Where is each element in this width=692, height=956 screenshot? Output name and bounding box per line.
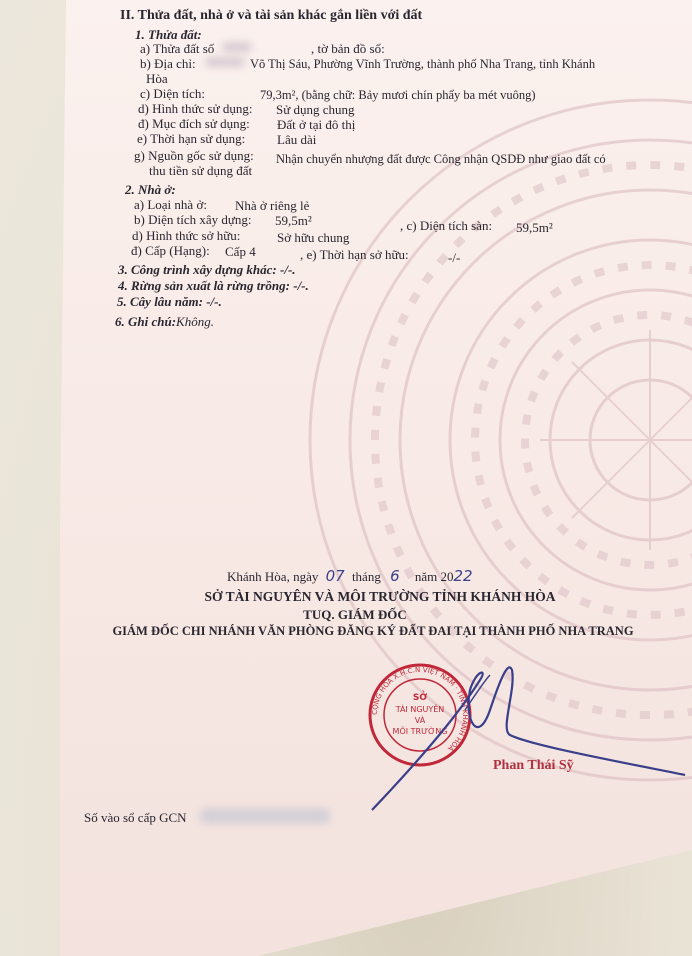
perennial-trees: 5. Cây lâu năm: -/-. bbox=[117, 294, 222, 309]
tuq-line: TUQ. GIÁM ĐỐC bbox=[303, 607, 407, 622]
land-term-label: e) Thời hạn sử dụng: bbox=[137, 131, 246, 146]
land-heading: 1. Thửa đất: bbox=[135, 27, 202, 42]
redacted-parcel-number bbox=[222, 42, 252, 52]
notes-value: Không. bbox=[176, 314, 214, 329]
house-grade-label: đ) Cấp (Hạng): bbox=[131, 243, 210, 258]
house-floor-area-label: , c) Diện tích sàn: bbox=[400, 218, 493, 233]
planted-forest: 4. Rừng sản xuất là rừng trồng: -/-. bbox=[118, 278, 309, 293]
seal-ring-text: CỘNG HÒA X.H.C.N VIỆT NAM · TỈNH KHÁNH HÒA bbox=[370, 665, 470, 753]
land-purpose-label: đ) Mục đích sử dụng: bbox=[138, 116, 250, 131]
house-type-value: Nhà ở riêng lẻ bbox=[235, 198, 310, 213]
seal-line-3: VÀ bbox=[414, 716, 426, 725]
date-year-suffix: 22 bbox=[453, 567, 473, 585]
date-month: 6 bbox=[390, 567, 400, 585]
land-use-form-value: Sử dụng chung bbox=[276, 102, 355, 117]
land-address-label: b) Địa chỉ: bbox=[140, 56, 196, 71]
house-build-area-value: 59,5m² bbox=[275, 213, 312, 228]
land-origin-value: Nhận chuyển nhượng đất được Công nhận QSDĐ như giao đất có bbox=[276, 152, 606, 166]
land-parcel-label: a) Thửa đất số bbox=[140, 41, 215, 56]
date-month-label: tháng bbox=[351, 569, 381, 584]
date-line bbox=[227, 569, 473, 584]
house-ownership-term-value: -/- bbox=[448, 250, 461, 265]
date-year-label: năm 20 bbox=[414, 569, 454, 584]
seal-line-1: SỞ bbox=[412, 693, 428, 703]
land-origin-cont: thu tiền sử dụng đất bbox=[149, 163, 253, 178]
land-area-label: c) Diện tích: bbox=[140, 86, 205, 101]
registry-label: Số vào sổ cấp GCN bbox=[84, 810, 187, 825]
director-title: GIÁM ĐỐC CHI NHÁNH VĂN PHÒNG ĐĂNG KÝ ĐẤT ĐAI TẠI THÀNH PHỐ NHA TRANG bbox=[112, 624, 634, 638]
notes-row bbox=[115, 314, 214, 329]
house-ownership-term-label: , e) Thời hạn sở hữu: bbox=[300, 247, 409, 262]
section-title: II. Thửa đất, nhà ở và tài sản khác gắn liền với đất bbox=[120, 8, 423, 23]
house-heading: 2. Nhà ở: bbox=[125, 182, 176, 197]
land-address-value: Võ Thị Sáu, Phường Vĩnh Trường, thành phố Nha Trang, tỉnh Khánh bbox=[250, 57, 596, 71]
land-purpose-value: Đất ở tại đô thị bbox=[277, 117, 356, 132]
notes-label: 6. Ghi chú: bbox=[115, 314, 177, 329]
land-use-form-label: d) Hình thức sử dụng: bbox=[138, 101, 253, 116]
seal-line-2: TÀI NGUYÊN bbox=[395, 705, 445, 714]
date-prefix: Khánh Hòa, ngày bbox=[227, 569, 319, 584]
land-term-value: Lâu dài bbox=[277, 132, 317, 147]
redacted-house-number bbox=[205, 57, 245, 67]
land-address-cont: Hòa bbox=[146, 71, 168, 86]
authority-name: SỞ TÀI NGUYÊN VÀ MÔI TRƯỜNG TỈNH KHÁNH HÒA bbox=[204, 589, 556, 604]
other-construction: 3. Công trình xây dựng khác: -/-. bbox=[118, 262, 296, 277]
signature-icon bbox=[360, 650, 690, 820]
redacted-registry-number bbox=[200, 808, 330, 824]
house-ownership-label: d) Hình thức sở hữu: bbox=[132, 228, 241, 243]
house-build-area-label: b) Diện tích xây dựng: bbox=[134, 212, 252, 227]
land-map-sheet-label: , tờ bản đồ số: bbox=[311, 41, 385, 56]
land-area-value: 79,3m², (bằng chữ: Bảy mươi chín phẩy ba mét vuông) bbox=[260, 88, 536, 102]
signer-name: Phan Thái Sỹ bbox=[493, 758, 574, 773]
house-type-label: a) Loại nhà ở: bbox=[134, 197, 207, 212]
seal-line-4: MÔI TRƯỜNG bbox=[392, 727, 448, 736]
house-floor-area-value: 59,5m² bbox=[516, 220, 553, 235]
land-origin-label: g) Nguồn gốc sử dụng: bbox=[134, 148, 254, 163]
house-grade-value: Cấp 4 bbox=[225, 244, 256, 259]
house-ownership-value: Sở hữu chung bbox=[277, 230, 350, 245]
date-day: 07 bbox=[325, 567, 345, 585]
